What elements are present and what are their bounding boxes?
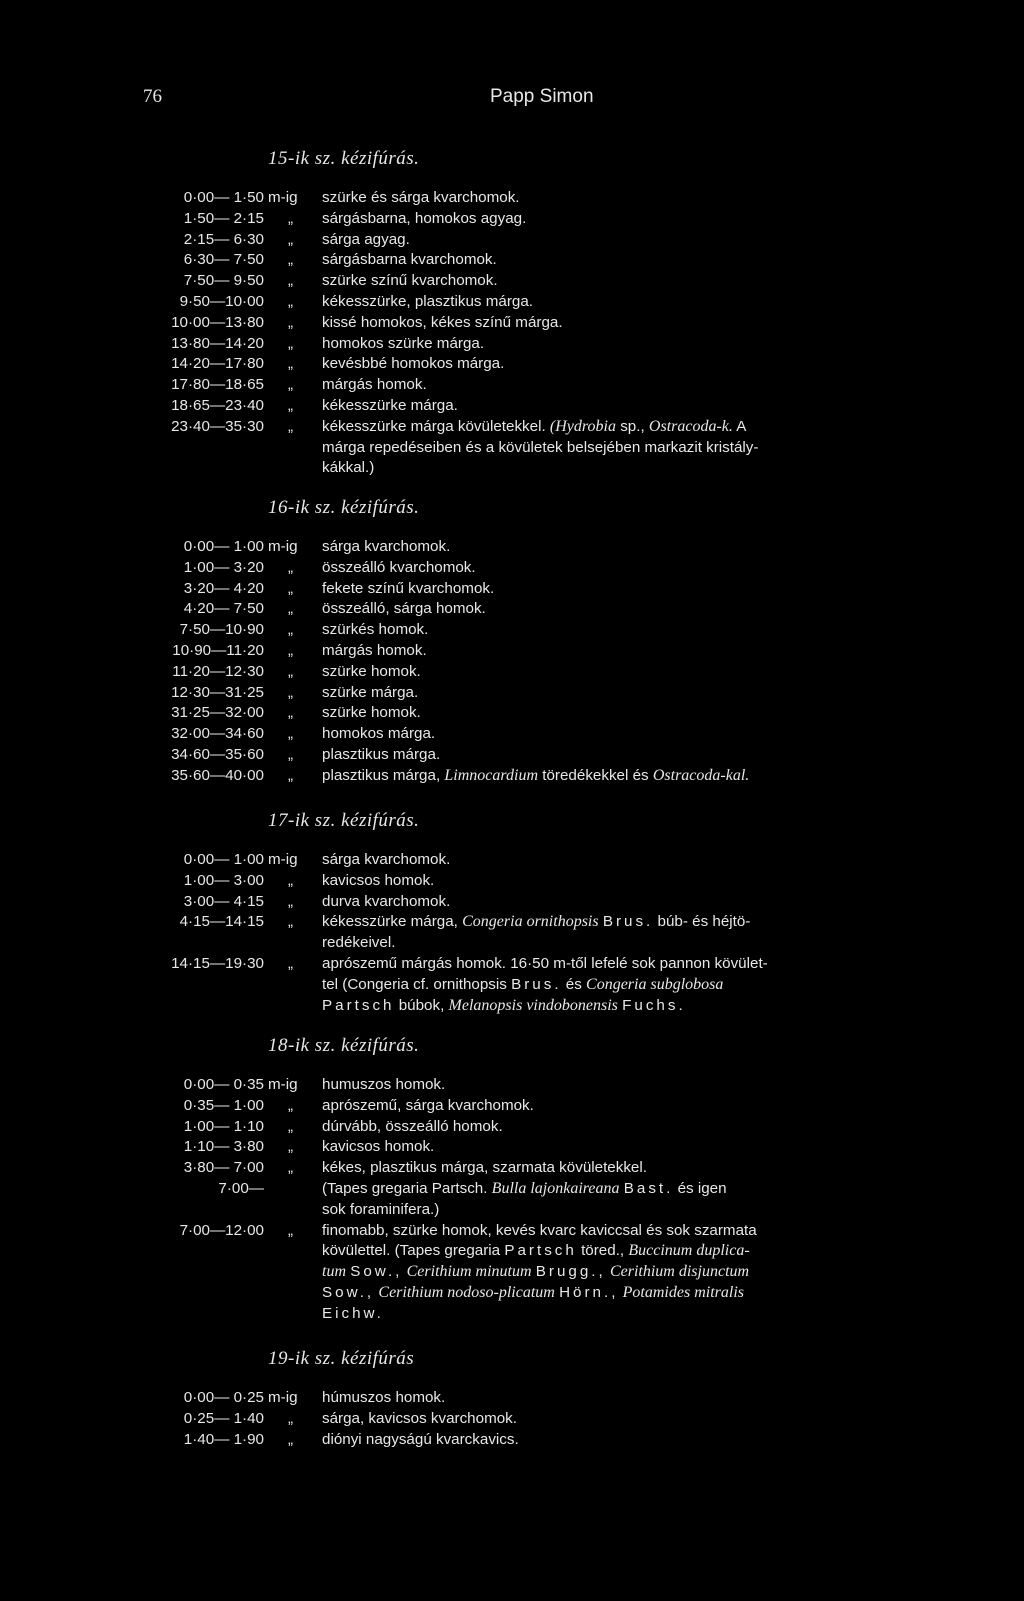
layer-description — [322, 954, 957, 1016]
description-line: kékesszürke, plasztikus márga. — [322, 293, 534, 310]
depth-range: 0·35— 1·00 — [183, 1096, 264, 1114]
running-head-author: Papp Simon — [490, 86, 594, 107]
depth-unit: „ — [288, 662, 294, 680]
layer-description — [322, 912, 957, 954]
depth-unit: „ — [288, 725, 294, 743]
depth-range: 34·60—35·60 — [171, 746, 264, 763]
layer-description — [322, 188, 957, 209]
layer-description — [322, 1179, 957, 1221]
depth-range: 7·00—12·00 — [179, 1221, 264, 1239]
layer-description — [322, 271, 957, 292]
depth-range: 23·40—35·30 — [171, 417, 264, 435]
depth-unit: „ — [288, 642, 294, 659]
depth-range: 1·50— 2·15 — [183, 209, 264, 227]
page-number: 76 — [143, 86, 162, 107]
layer-description — [322, 662, 957, 683]
description-line: márgás homok. — [322, 642, 427, 659]
depth-range: 1·00— 1·10 — [183, 1117, 264, 1135]
description-line: szürke homok. — [322, 704, 421, 722]
depth-unit: „ — [288, 892, 294, 910]
description-line: kékesszürke márga, Congeria ornithopsis Brus. búb- és héjtö- — [322, 913, 751, 931]
depth-unit: m-ig — [268, 1389, 298, 1406]
description-line: homokos szürke márga. — [322, 334, 485, 352]
description-line: plasztikus márga. — [322, 746, 441, 763]
layer-description — [322, 871, 957, 892]
description-line: aprószemű, sárga kvarchomok. — [322, 1096, 534, 1114]
description-line: kékes, plasztikus márga, szarmata kövületekkel. — [322, 1159, 647, 1177]
section-title: 18-ik sz. kézifúrás. — [268, 1035, 420, 1056]
depth-range: 1·10— 3·80 — [183, 1138, 264, 1156]
depth-range: 0·25— 1·40 — [183, 1409, 264, 1427]
description-line: aprószemű márgás homok. 16·50 m-től lefelé sok pannon kövület- — [322, 955, 768, 972]
description-line: Eichw. — [322, 1304, 384, 1322]
description-line: sárga kvarchomok. — [322, 851, 451, 868]
depth-range: 0·00— 1·00 — [183, 538, 264, 555]
layer-description — [322, 620, 957, 641]
layer-description — [322, 724, 957, 745]
description-line: finomabb, szürke homok, kevés kvarc kaviccsal és sok szarmata — [322, 1221, 757, 1239]
description-line: humuszos homok. — [322, 1076, 446, 1093]
depth-unit: „ — [288, 1409, 294, 1427]
description-line: márgás homok. — [322, 376, 427, 394]
description-line: tel (Congeria cf. ornithopsis Brus. és Congeria subglobosa — [322, 975, 724, 993]
section-title: 16-ik sz. kézifúrás. — [268, 497, 420, 518]
depth-range: 7·50—10·90 — [179, 621, 264, 639]
layer-description — [322, 683, 957, 704]
depth-unit: „ — [288, 397, 294, 414]
layer-description — [322, 396, 957, 417]
description-line: plasztikus márga, Limnocardium töredékekkel és Ostracoda-kal. — [322, 766, 750, 784]
layer-description — [322, 1075, 957, 1096]
description-line: összeálló kvarchomok. — [322, 558, 476, 576]
depth-unit: „ — [288, 746, 294, 763]
description-line: szürke homok. — [322, 662, 421, 680]
depth-range: 9·50—10·00 — [179, 293, 264, 310]
depth-unit: „ — [288, 313, 294, 331]
layer-description — [322, 375, 957, 396]
depth-range: 7·00— — [218, 1180, 264, 1197]
layer-description — [322, 1430, 957, 1451]
depth-unit: „ — [288, 1138, 294, 1156]
depth-unit: „ — [288, 600, 294, 618]
layer-description — [322, 417, 957, 479]
depth-range: 7·50— 9·50 — [183, 272, 264, 290]
depth-range: 12·30—31·25 — [171, 683, 264, 701]
layer-description — [322, 537, 957, 558]
depth-range: 0·00— 0·25 — [183, 1389, 264, 1406]
layer-description — [322, 558, 957, 579]
depth-range: 3·00— 4·15 — [183, 892, 264, 910]
depth-range: 4·15—14·15 — [179, 913, 264, 931]
section-title: 15-ik sz. kézifúrás. — [268, 148, 420, 169]
depth-unit: „ — [288, 913, 294, 931]
layer-description — [322, 599, 957, 620]
depth-unit: m-ig — [268, 538, 298, 555]
description-line: kékesszürke márga kövületekkel. (Hydrobia sp., Ostracoda-k. A — [322, 417, 747, 435]
depth-unit: „ — [288, 1221, 294, 1239]
depth-unit: „ — [288, 293, 294, 310]
layer-description — [322, 1388, 957, 1409]
description-line: szürke márga. — [322, 683, 419, 701]
layer-description — [322, 1137, 957, 1158]
depth-unit: „ — [288, 355, 294, 373]
description-line: márga repedéseiben és a kövületek belsejében markazit kristály- — [322, 438, 759, 456]
description-line: durva kvarchomok. — [322, 892, 451, 910]
depth-range: 3·20— 4·20 — [183, 579, 264, 597]
description-line: dúrvább, összeálló homok. — [322, 1117, 503, 1135]
description-line: (Tapes gregaria Partsch. Bulla lajonkaireana Bast. és igen — [322, 1180, 727, 1197]
depth-unit: „ — [288, 766, 294, 784]
depth-range: 3·80— 7·00 — [183, 1159, 264, 1177]
description-line: sárgásbarna, homokos agyag. — [322, 209, 527, 227]
description-line: fekete színű kvarchomok. — [322, 579, 495, 597]
depth-unit: „ — [288, 334, 294, 352]
depth-unit: „ — [288, 1117, 294, 1135]
description-line: sárga agyag. — [322, 230, 410, 248]
depth-range: 31·25—32·00 — [171, 704, 264, 722]
description-line: kékesszürke márga. — [322, 397, 458, 414]
depth-unit: „ — [288, 683, 294, 701]
description-line: kissé homokos, kékes színű márga. — [322, 313, 563, 331]
description-line: kavicsos homok. — [322, 1138, 435, 1156]
description-line: homokos márga. — [322, 725, 436, 743]
description-line: redékeivel. — [322, 934, 396, 952]
layer-description — [322, 354, 957, 375]
depth-unit: „ — [288, 579, 294, 597]
depth-unit: „ — [288, 230, 294, 248]
layer-description — [322, 1117, 957, 1138]
depth-unit: „ — [288, 704, 294, 722]
description-line: szürke és sárga kvarchomok. — [322, 189, 520, 206]
description-line: sárga, kavicsos kvarchomok. — [322, 1409, 517, 1427]
depth-unit: m-ig — [268, 189, 298, 206]
depth-unit: m-ig — [268, 1076, 298, 1093]
depth-unit: m-ig — [268, 851, 298, 868]
description-line: kavicsos homok. — [322, 871, 435, 889]
depth-range: 0·00— 1·00 — [183, 851, 264, 868]
layer-description — [322, 334, 957, 355]
depth-range: 14·20—17·80 — [171, 355, 264, 373]
depth-unit: „ — [288, 621, 294, 639]
layer-description — [322, 703, 957, 724]
depth-unit: „ — [288, 1159, 294, 1177]
layer-description — [322, 1221, 957, 1325]
depth-unit: „ — [288, 1430, 294, 1448]
depth-range: 10·00—13·80 — [171, 313, 264, 331]
layer-description — [322, 641, 957, 662]
layer-description — [322, 892, 957, 913]
layer-description — [322, 209, 957, 230]
depth-unit: „ — [288, 1096, 294, 1114]
layer-description — [322, 292, 957, 313]
layer-description — [322, 1158, 957, 1179]
depth-range: 18·65—23·40 — [171, 397, 264, 414]
depth-unit: „ — [288, 251, 294, 269]
description-line: Sow., Cerithium nodoso-plicatum Hörn., Potamides mitralis — [322, 1283, 744, 1301]
depth-range: 17·80—18·65 — [171, 376, 264, 394]
depth-unit: „ — [288, 272, 294, 290]
depth-range: 14·15—19·30 — [171, 955, 264, 972]
layer-description — [322, 579, 957, 600]
section-title: 17-ik sz. kézifúrás. — [268, 810, 420, 831]
description-line: diónyi nagyságú kvarckavics. — [322, 1430, 519, 1448]
description-line: szürkés homok. — [322, 621, 429, 639]
description-line: kevésbbé homokos márga. — [322, 355, 505, 373]
depth-range: 1·00— 3·00 — [183, 871, 264, 889]
depth-range: 13·80—14·20 — [171, 334, 264, 352]
depth-unit: „ — [288, 417, 294, 435]
depth-range: 35·60—40·00 — [171, 766, 264, 784]
layer-description — [322, 766, 957, 787]
description-line: kákkal.) — [322, 459, 375, 477]
depth-range: 11·20—12·30 — [172, 662, 264, 680]
description-line: sárga kvarchomok. — [322, 538, 451, 555]
depth-range: 0·00— 1·50 — [183, 189, 264, 206]
description-line: kövülettel. (Tapes gregaria Partsch töred., Buccinum duplica- — [322, 1242, 750, 1260]
layer-description — [322, 745, 957, 766]
depth-unit: „ — [288, 209, 294, 227]
description-line: összeálló, sárga homok. — [322, 600, 486, 618]
description-line: Partsch búbok, Melanopsis vindobonensis Fuchs. — [322, 996, 686, 1014]
layer-description — [322, 850, 957, 871]
depth-range: 1·00— 3·20 — [183, 558, 264, 576]
layer-description — [322, 250, 957, 271]
depth-range: 4·20— 7·50 — [183, 600, 264, 618]
depth-range: 6·30— 7·50 — [183, 251, 264, 269]
depth-range: 2·15— 6·30 — [183, 230, 264, 248]
description-line: sárgásbarna kvarchomok. — [322, 251, 497, 269]
depth-unit: „ — [288, 376, 294, 394]
description-line: tum Sow., Cerithium minutum Brugg., Cerithium disjunctum — [322, 1263, 750, 1281]
description-line: húmuszos homok. — [322, 1389, 446, 1406]
depth-range: 32·00—34·60 — [171, 725, 264, 743]
depth-range: 0·00— 0·35 — [183, 1076, 264, 1093]
layer-description — [322, 313, 957, 334]
layer-description — [322, 1096, 957, 1117]
description-line: sok foraminifera.) — [322, 1200, 440, 1218]
depth-range: 1·40— 1·90 — [183, 1430, 264, 1448]
depth-unit: „ — [288, 871, 294, 889]
layer-description — [322, 1409, 957, 1430]
depth-range: 10·90—11·20 — [172, 642, 264, 659]
depth-unit: „ — [288, 955, 294, 972]
depth-unit: „ — [288, 558, 294, 576]
layer-description — [322, 230, 957, 251]
description-line: szürke színű kvarchomok. — [322, 272, 498, 290]
section-title: 19-ik sz. kézifúrás — [268, 1348, 415, 1369]
